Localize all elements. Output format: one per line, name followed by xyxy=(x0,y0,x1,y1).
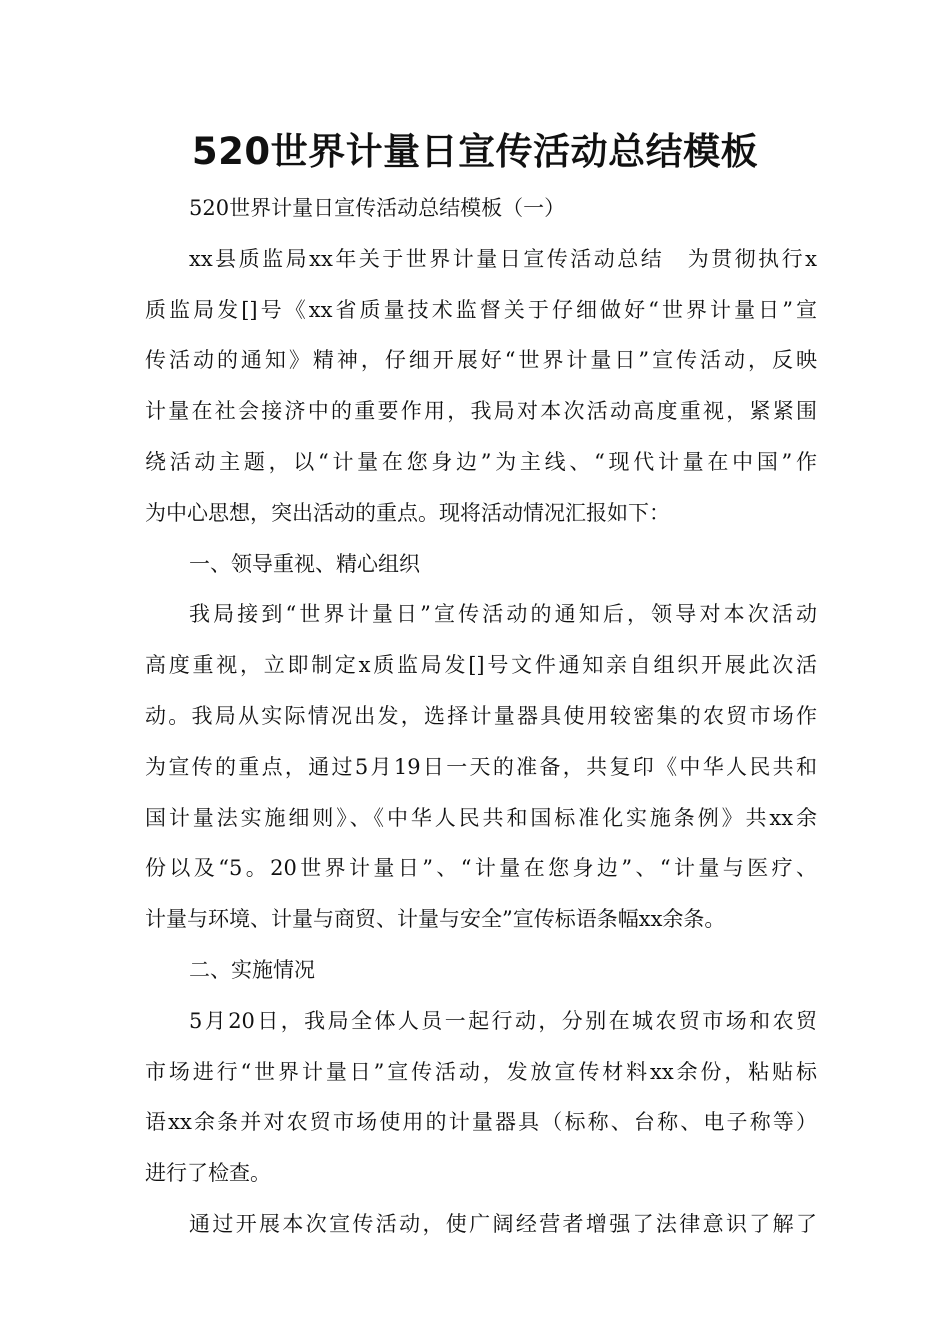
document-title: 520世界计量日宣传活动总结模板 xyxy=(191,130,759,173)
paragraph-line: 计量与环境、计量与商贸、计量与安全”宣传标语条幅xx余条。 xyxy=(145,907,726,932)
paragraph-line: 为宣传的重点，通过5月19日一天的准备，共复印《中华人民共和 xyxy=(145,754,817,779)
paragraph-line: 动。我局从实际情况出发，选择计量器具使用较密集的农贸市场作 xyxy=(145,703,817,728)
subtitle-line: 520世界计量日宣传活动总结模板（一） xyxy=(189,196,566,220)
paragraph-line: xx县质监局xx年关于世界计量日宣传活动总结 为贯彻执行x xyxy=(189,246,817,271)
paragraph-line: 高度重视，立即制定x质监局发[]号文件通知亲自组织开展此次活 xyxy=(145,653,817,678)
paragraph-line: 语xx余条并对农贸市场使用的计量器具（标称、台称、电子称等） xyxy=(145,1110,817,1135)
section-heading: 一、领导重视、精心组织 xyxy=(189,551,420,576)
document-body xyxy=(145,183,817,1250)
paragraph-line: 质监局发[]号《xx省质量技术监督关于仔细做好“世界计量日”宣 xyxy=(145,297,817,322)
paragraph-line: 我局接到“世界计量日”宣传活动的通知后，领导对本次活动 xyxy=(189,602,817,627)
paragraph-line: 份以及“5。20世界计量日”、“计量在您身边”、“计量与医疗、 xyxy=(145,856,817,881)
paragraph-line: 国计量法实施细则》、《中华人民共和国标准化实施条例》共xx余 xyxy=(145,805,817,830)
section-heading: 二、实施情况 xyxy=(189,957,315,982)
paragraph-line: 通过开展本次宣传活动，使广阔经营者增强了法律意识了解了 xyxy=(189,1211,817,1236)
paragraph-line: 绕活动主题，以“计量在您身边”为主线、“现代计量在中国”作 xyxy=(145,449,817,474)
paragraph-line: 为中心思想，突出活动的重点。现将活动情况汇报如下： xyxy=(145,500,670,525)
paragraph-line: 传活动的通知》精神，仔细开展好“世界计量日”宣传活动，反映 xyxy=(145,348,817,373)
paragraph-line: 5月20日，我局全体人员一起行动，分别在城农贸市场和农贸 xyxy=(189,1008,817,1033)
paragraph-line: 进行了检查。 xyxy=(145,1161,271,1186)
paragraph-line: 计量在社会接济中的重要作用，我局对本次活动高度重视，紧紧围 xyxy=(145,399,817,424)
paragraph-line: 市场进行“世界计量日”宣传活动，发放宣传材料xx余份，粘贴标 xyxy=(145,1059,817,1084)
